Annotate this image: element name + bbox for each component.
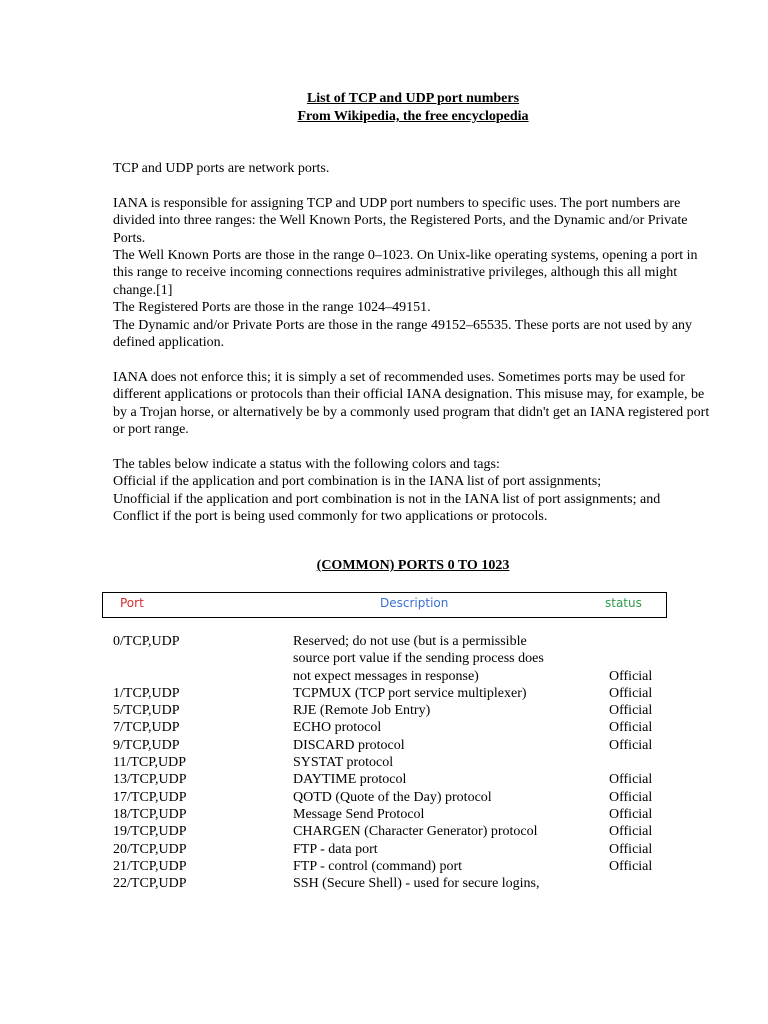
port-cell: 9/TCP,UDP: [113, 737, 180, 753]
table-row: [113, 806, 673, 823]
description-cell: [293, 633, 609, 685]
table-header: [102, 592, 667, 618]
paragraph: Official if the application and port combination is in the IANA list of port assignments;: [113, 474, 602, 490]
paragraph: The Dynamic and/or Private Ports are those in the range 49152–65535. These ports are not used by any defined application.: [113, 317, 693, 351]
document-subtitle: From Wikipedia, the free encyclopedia: [297, 109, 529, 124]
table-row: [113, 858, 673, 875]
table-row: [113, 685, 673, 702]
description-line: Message Send Protocol: [293, 806, 425, 822]
ports-table: [113, 633, 673, 892]
description-cell: [293, 771, 609, 788]
paragraph-gap: [113, 438, 713, 455]
header-port: Port: [120, 596, 144, 610]
paragraph: Unofficial if the application and port combination is not in the IANA list of port assignments; and: [113, 491, 661, 507]
port-cell: 20/TCP,UDP: [113, 841, 187, 857]
description-line: TCPMUX (TCP port service multiplexer): [293, 685, 527, 701]
description-line: SSH (Secure Shell) - used for secure logins,: [293, 876, 540, 892]
description-line: not expect messages in response): [293, 668, 479, 684]
paragraph: The Well Known Ports are those in the range 0–1023. On Unix-like operating systems, opening a port in this range to receive incoming connections requires administrative privileges, although this all might change.[1]: [113, 248, 698, 298]
table-row: [113, 789, 673, 806]
description-line: FTP - control (command) port: [293, 858, 463, 874]
description-line: source port value if the sending process does: [293, 651, 544, 667]
document-title: List of TCP and UDP port numbers: [306, 91, 520, 106]
description-cell: [293, 702, 609, 719]
intro-text: [113, 160, 713, 525]
description-line: ECHO protocol: [293, 720, 382, 736]
status-cell: Official: [609, 703, 653, 719]
table-row: [113, 719, 673, 736]
table-row: [113, 633, 673, 685]
description-cell: [293, 823, 609, 840]
table-row: [113, 754, 673, 771]
paragraph: The tables below indicate a status with the following colors and tags:: [113, 456, 500, 472]
description-line: QOTD (Quote of the Day) protocol: [293, 789, 492, 805]
status-cell: Official: [609, 789, 653, 805]
paragraph-gap: [113, 351, 713, 368]
description-line: DAYTIME protocol: [293, 772, 407, 788]
table-row: [113, 771, 673, 788]
table-row: [113, 841, 673, 858]
description-line: CHARGEN (Character Generator) protocol: [293, 824, 538, 840]
table-row: [113, 875, 673, 892]
port-cell: 0/TCP,UDP: [113, 634, 180, 649]
status-cell: Official: [609, 668, 653, 684]
description-cell: [293, 789, 609, 806]
port-cell: 13/TCP,UDP: [113, 772, 187, 788]
paragraph: Conflict if the port is being used commonly for two applications or protocols.: [113, 509, 548, 525]
paragraph: TCP and UDP ports are network ports.: [113, 161, 330, 176]
description-cell: [293, 858, 609, 875]
header-status: status: [605, 596, 642, 610]
status-cell: Official: [609, 806, 653, 822]
port-cell: 22/TCP,UDP: [113, 876, 187, 892]
paragraph-gap: [113, 177, 713, 194]
description-cell: [293, 737, 609, 754]
description-cell: [293, 719, 609, 736]
port-cell: 5/TCP,UDP: [113, 703, 180, 719]
paragraph: IANA is responsible for assigning TCP and UDP port numbers to specific uses. The port numbers are divided into three ranges: the Well Known Ports, the Registered Ports, and the Dynamic and/or Private Ports.: [113, 195, 688, 246]
description-cell: [293, 685, 609, 702]
description-line: FTP - data port: [293, 841, 378, 857]
status-cell: Official: [609, 685, 653, 701]
table-row: [113, 737, 673, 754]
title-block: [0, 90, 768, 126]
paragraph: IANA does not enforce this; it is simply a set of recommended uses. Sometimes ports may be used for different applications or protocols than their official IANA designation. This misuse may, for example, be by a Trojan horse, or alternatively be by a commonly used program that didn't get an IANA registered port or port range.: [113, 369, 710, 438]
port-cell: 19/TCP,UDP: [113, 824, 187, 840]
description-line: RJE (Remote Job Entry): [293, 703, 431, 719]
section-heading: (COMMON) PORTS 0 TO 1023: [316, 558, 510, 573]
status-cell: Official: [609, 737, 653, 753]
description-cell: [293, 754, 609, 771]
description-line: Reserved; do not use (but is a permissible: [293, 634, 527, 649]
description-line: SYSTAT protocol: [293, 755, 394, 771]
status-cell: Official: [609, 772, 653, 788]
description-cell: [293, 875, 609, 892]
port-cell: 18/TCP,UDP: [113, 806, 187, 822]
paragraph: The Registered Ports are those in the range 1024–49151.: [113, 300, 431, 316]
table-row: [113, 823, 673, 840]
port-cell: 11/TCP,UDP: [113, 755, 187, 771]
status-cell: Official: [609, 720, 653, 736]
description-line: DISCARD protocol: [293, 737, 405, 753]
status-cell: Official: [609, 824, 653, 840]
description-cell: [293, 806, 609, 823]
header-description: Description: [380, 596, 449, 610]
table-row: [113, 702, 673, 719]
port-cell: 7/TCP,UDP: [113, 720, 180, 736]
description-cell: [293, 841, 609, 858]
status-cell: Official: [609, 858, 653, 874]
port-cell: 21/TCP,UDP: [113, 858, 187, 874]
port-cell: 1/TCP,UDP: [113, 685, 180, 701]
status-cell: Official: [609, 841, 653, 857]
port-cell: 17/TCP,UDP: [113, 789, 187, 805]
